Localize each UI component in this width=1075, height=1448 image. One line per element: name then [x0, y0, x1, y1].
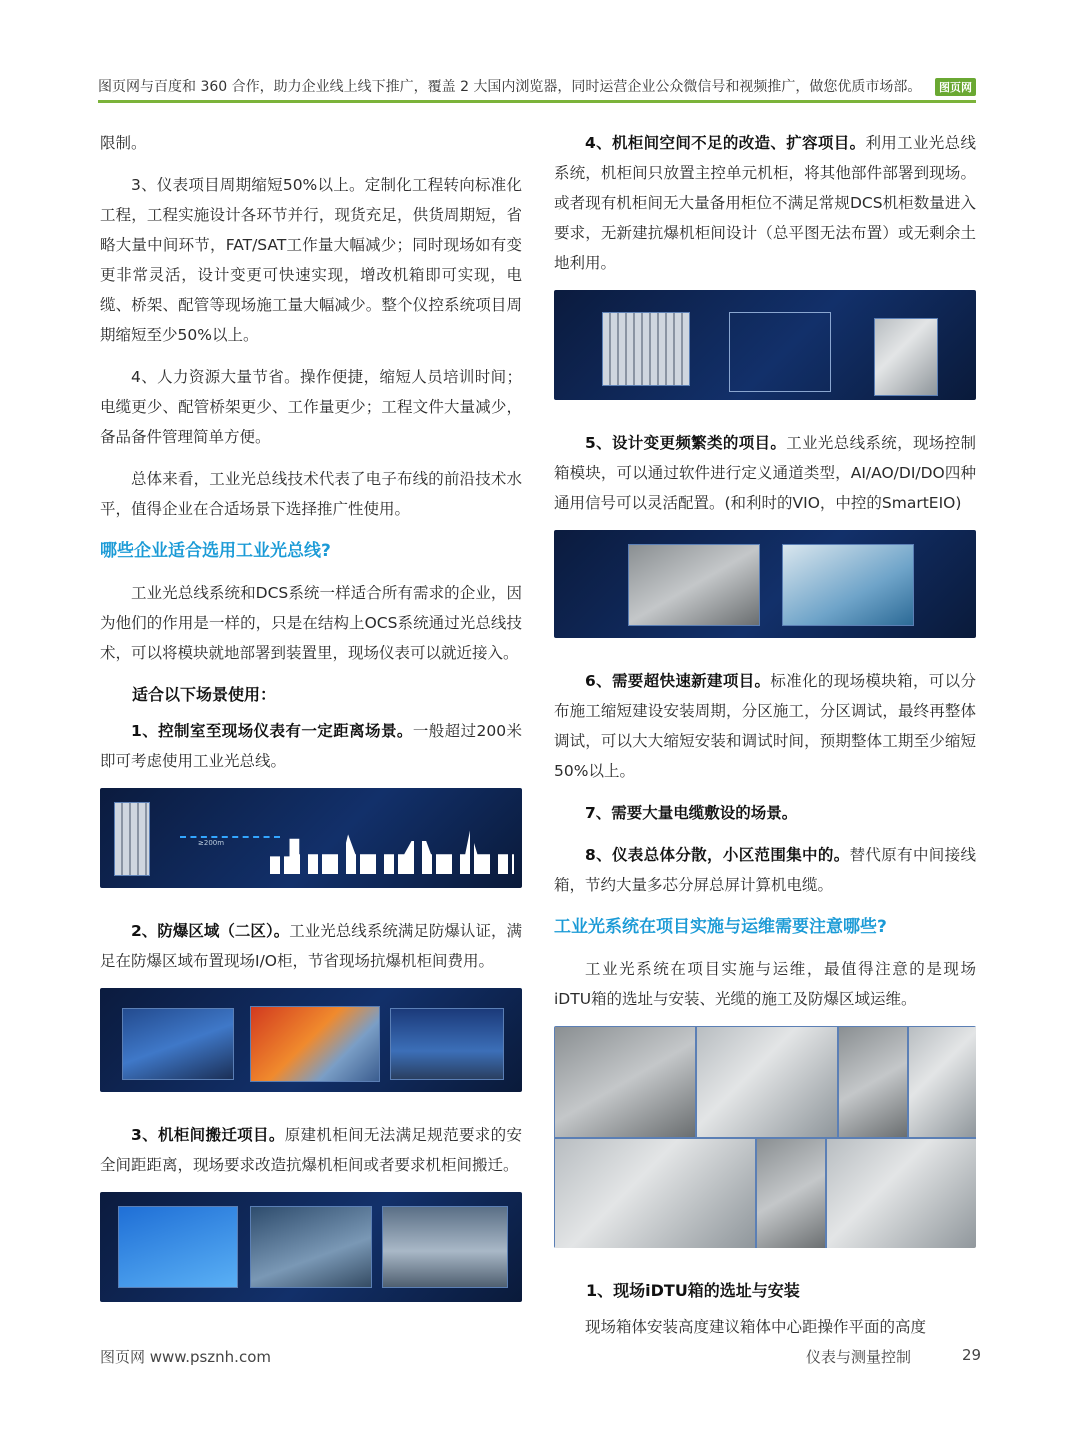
scenario-title: 7、需要大量电缆敷设的场景。: [585, 804, 798, 822]
scenario-text: 原建机柜间无法满足规范要求的安全间距距离，现场要求改造抗爆机柜间或者要求机柜间搬迁。: [100, 1126, 522, 1174]
subheading: 适合以下场景使用：: [132, 685, 277, 704]
site-logo[interactable]: 图页网: [935, 78, 976, 96]
plant-night-photo: [390, 1008, 504, 1080]
paragraph: 限制。: [100, 134, 147, 152]
banner-text: 图页网与百度和 360 合作，助力企业线上线下推广，覆盖 2 大国内浏览器，同时运营企业公众微信号和视频推广，做您优质市场部。: [98, 79, 922, 95]
scenario-text: 标准化的现场模块箱，可以分布施工缩短建设安装周期，分区施工，分区调试，最终再整体调试，可以大大缩短安装和调试时间，预期整体工期至少缩短50%以上。: [554, 672, 976, 780]
right-column: [554, 128, 976, 1354]
scenario-text: 利用工业光总线系统，机柜间只放置主控单元机柜，将其他部件部署到现场。或者现有机柜间无大量备用柜位不满足常规DCS机柜数量进入要求，无新建抗爆机柜间设计（总平图无法布置）或无剩余土地利用。: [554, 134, 976, 272]
scenario-title: 2、防爆区域（二区）。: [131, 922, 290, 940]
scenario-1: [100, 716, 522, 776]
paragraph: 4、人力资源大量节省。操作便捷，缩短人员培训时间；电缆更少、配管桥架更少、工作量更少；工程文件大量减少，备品备件管理简单方便。: [100, 368, 522, 446]
paragraph: 总体来看，工业光总线技术代表了电子布线的前沿技术水平，值得企业在合适场景下选择推广性使用。: [100, 470, 522, 518]
scenario-3: [100, 1120, 522, 1180]
site-photo: [908, 1026, 976, 1138]
paragraph: 工业光系统在项目实施与运维，最值得注意的是现场iDTU箱的选址与安装、光缆的施工及防爆区域运维。: [554, 960, 976, 1008]
scenario-text: 替代原有中间接线箱，节约大量多芯分屏总屏计算机电缆。: [554, 846, 976, 894]
scenario-title: 3、机柜间搬迁项目。: [131, 1126, 285, 1144]
scenario-2: [100, 916, 522, 976]
site-photo: [838, 1026, 908, 1138]
header-divider: [98, 100, 976, 103]
control-room-photo: [382, 1206, 508, 1288]
lab-operator-photo: [782, 544, 914, 626]
scenario-title: 4、机柜间空间不足的改造、扩容项目。: [585, 134, 866, 152]
figure-design-change: [554, 530, 976, 638]
left-column: [100, 128, 522, 1330]
site-photo: [826, 1138, 976, 1248]
footer-journal: 仪表与测量控制: [806, 1348, 912, 1366]
paragraph: 3、仪表项目周期缩短50%以上。定制化工程转向标准化工程，工程实施设计各环节并行，现货充足，供货周期短，省略大量中间环节，FAT/SAT工作量大幅减少；同时现场如有变更非常灵活，设计变更可快速实现，增改机箱即可实现，电缆、桥架、配管等现场施工量大幅减少。整个仪控系统项目周期缩短至少50%以上。: [100, 176, 522, 344]
scenario-text: 工业光总线系统满足防爆认证，满足在防爆区域布置现场I/O柜，节省现场抗爆机柜间费用。: [100, 922, 522, 970]
figure-relocation: [100, 1192, 522, 1302]
cabinet-image: [602, 312, 690, 386]
scenario-6: [554, 666, 976, 786]
scenario-title: 5、设计变更频繁类的项目。: [585, 434, 787, 452]
figure-distance: [100, 788, 522, 888]
cabinet-room-outline: [729, 312, 831, 392]
scenario-8: [554, 840, 976, 900]
io-cabinet-photo: [122, 1008, 234, 1080]
top-banner: [98, 76, 976, 100]
scenario-title: 1、控制室至现场仪表有一定距离场景。: [131, 722, 413, 740]
field-box-image: [874, 318, 938, 396]
pipeline-photo: [250, 1006, 380, 1082]
site-photo: [756, 1138, 826, 1248]
factory-model-image: [118, 1206, 238, 1288]
scenario-5: [554, 428, 976, 518]
scenario-7: [554, 798, 976, 828]
pump-room-photo: [250, 1206, 372, 1288]
site-photo: [554, 1026, 696, 1138]
paragraph: 工业光总线系统和DCS系统一样适合所有需求的企业，因为他们的作用是一样的，只是在结构上OCS系统通过光总线技术，可以将模块就地部署到装置里，现场仪表可以就近接入。: [100, 584, 522, 662]
module-box-photo: [628, 544, 760, 626]
section-heading: 哪些企业适合选用工业光总线?: [100, 541, 331, 561]
fiber-line: [180, 836, 280, 842]
figure-site-photos: [554, 1026, 976, 1248]
scenario-title: 6、需要超快速新建项目。: [585, 672, 771, 690]
figure-hazard-zone: [100, 988, 522, 1092]
figure-cabinet-room: [554, 290, 976, 400]
section-heading: 工业光系统在项目实施与运维需要注意哪些?: [554, 917, 887, 937]
plant-skyline-image: [270, 830, 514, 874]
paragraph: 现场箱体安装高度建议箱体中心距操作平面的高度: [585, 1318, 927, 1336]
page-number: 29: [962, 1346, 982, 1364]
scenario-text: 工业光总线系统，现场控制箱模块，可以通过软件进行定义通道类型，AI/AO/DI/DO四种通用信号可以灵活配置。(和利时的VIO，中控的SmartEIO): [554, 434, 976, 512]
distance-label: ≥200m: [198, 839, 225, 847]
site-photo: [696, 1026, 838, 1138]
site-photo: [554, 1138, 756, 1248]
footer-site[interactable]: 图页网 www.psznh.com: [100, 1348, 271, 1366]
cabinet-image: [114, 802, 150, 876]
subheading: 1、现场iDTU箱的选址与安装: [586, 1281, 800, 1300]
scenario-text: 一般超过200米即可考虑使用工业光总线。: [100, 722, 522, 770]
scenario-title: 8、仪表总体分散，小区范围集中的。: [585, 846, 850, 864]
scenario-4: [554, 128, 976, 278]
